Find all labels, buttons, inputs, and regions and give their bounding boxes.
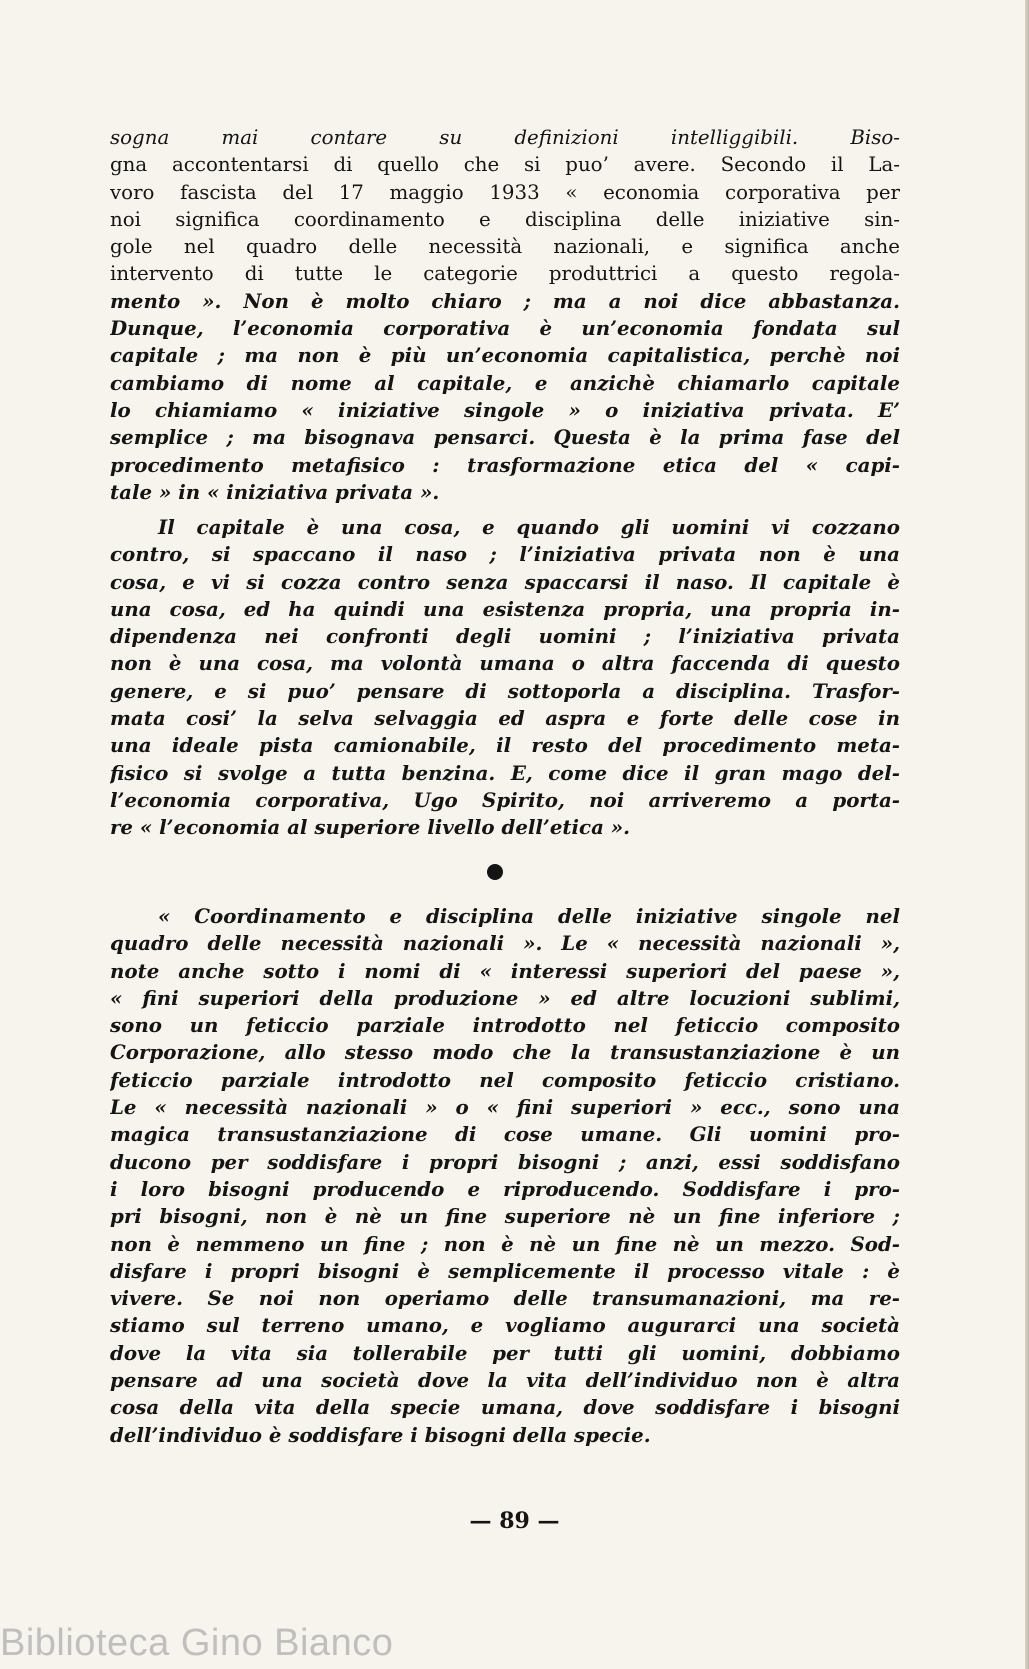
text-line: gole nel quadro delle necessità nazionali, e significa anche: [110, 235, 900, 259]
text-line: cosa, e vi si cozza contro senza spaccarsi il naso. Il capitale è: [110, 569, 900, 594]
text-line: Dunque, l’economia corporativa è un’economia fondata sul: [110, 316, 900, 341]
text-line: Corporazione, allo stesso modo che la transustanziazione è un: [110, 1040, 900, 1065]
text-line: procedimento metafisico : trasformazione etica del « capi-: [110, 452, 900, 477]
text-line: una cosa, ed ha quindi una esistenza propria, una propria in-: [110, 596, 900, 621]
text-line: voro fascista del 17 maggio 1933 « economia corporativa per: [110, 180, 900, 204]
text-line: feticcio parziale introdotto nel composito feticcio cristiano.: [110, 1067, 900, 1092]
text-line: mento ». Non è molto chiaro ; ma a noi dice abbastanza.: [110, 288, 900, 313]
text-line: dove la vita sia tollerabile per tutti gli uomini, dobbiamo: [110, 1340, 900, 1365]
text-line: magica transustanziazione di cose umane. Gli uomini pro-: [110, 1122, 900, 1147]
text-line: Il capitale è una cosa, e quando gli uomini vi cozzano: [158, 515, 900, 539]
text-line: cambiamo di nome al capitale, e anzichè chiamarlo capitale: [110, 370, 900, 395]
page-number: — 89 —: [469, 1508, 560, 1534]
text-line: dell’individuo è soddisfare i bisogni della specie.: [110, 1422, 651, 1447]
text-line: fisico si svolge a tutta benzina. E, come dice il gran mago del-: [110, 760, 900, 785]
text-line: semplice ; ma bisognava pensarci. Questa è la prima fase del: [110, 425, 900, 450]
text-line: non è una cosa, ma volontà umana o altra faccenda di questo: [110, 651, 900, 676]
paragraph-3: [110, 903, 900, 1449]
text-line: « Coordinamento e disciplina delle iniziative singole nel: [158, 904, 900, 928]
text-line: gna accontentarsi di quello che si puo’ avere. Secondo il La-: [110, 153, 900, 177]
text-line: ducono per soddisfare i propri bisogni ; anzi, essi soddisfano: [110, 1149, 900, 1174]
text-line: vivere. Se noi non operiamo delle transumanazioni, ma re-: [110, 1286, 900, 1311]
text-line: intervento di tutte le categorie produttrici a questo regola-: [110, 262, 900, 286]
text-line: capitale ; ma non è più un’economia capitalistica, perchè noi: [110, 343, 900, 368]
text-line: sogna mai contare su definizioni intelliggibili. Biso-: [110, 126, 900, 149]
page-edge: [1025, 0, 1029, 1669]
text-line: mata cosi’ la selva selvaggia ed aspra e forte delle cose in: [110, 706, 900, 731]
text-line: Le « necessità nazionali » o « fini superiori » ecc., sono una: [110, 1095, 900, 1120]
paragraph-1: [110, 124, 900, 506]
text-line: disfare i propri bisogni è semplicemente il processo vitale : è: [110, 1258, 900, 1283]
text-line: l’economia corporativa, Ugo Spirito, noi arriveremo a porta-: [110, 787, 900, 812]
text-line: i loro bisogni producendo e riproducendo. Soddisfare i pro-: [110, 1176, 900, 1201]
paragraph-2: [110, 514, 900, 842]
library-watermark: Biblioteca Gino Bianco: [0, 1622, 394, 1664]
text-line: genere, e si puo’ pensare di sottoporla a disciplina. Trasfor-: [110, 678, 900, 703]
text-line: pri bisogni, non è nè un fine superiore nè un fine inferiore ;: [110, 1204, 900, 1229]
text-line: tale » in « iniziativa privata ».: [110, 479, 440, 504]
text-line: sono un feticcio parziale introdotto nel feticcio composito: [110, 1013, 900, 1038]
text-line: note anche sotto i nomi di « interessi superiori del paese »,: [110, 958, 900, 983]
text-line: lo chiamiamo « iniziative singole » o iniziativa privata. E’: [110, 397, 900, 422]
text-line: non è nemmeno un fine ; non è nè un fine nè un mezzo. Sod-: [110, 1231, 900, 1256]
text-line: pensare ad una società dove la vita dell’individuo non è altra: [110, 1368, 900, 1393]
text-line: « fini superiori della produzione » ed altre locuzioni sublimi,: [110, 985, 900, 1010]
section-bullet-icon: [487, 864, 503, 880]
text-line: contro, si spaccano il naso ; l’iniziativa privata non è una: [110, 542, 900, 567]
text-line: noi significa coordinamento e disciplina delle iniziative sin-: [110, 207, 900, 231]
text-line: re « l’economia al superiore livello dell’etica ».: [110, 815, 631, 840]
text-line: dipendenza nei confronti degli uomini ; l’iniziativa privata: [110, 624, 900, 649]
text-line: quadro delle necessità nazionali ». Le « necessità nazionali »,: [110, 931, 900, 956]
text-line: stiamo sul terreno umano, e vogliamo augurarci una società: [110, 1313, 900, 1338]
text-line: cosa della vita della specie umana, dove soddisfare i bisogni: [110, 1395, 900, 1420]
text-line: una ideale pista camionabile, il resto del procedimento meta-: [110, 733, 900, 758]
